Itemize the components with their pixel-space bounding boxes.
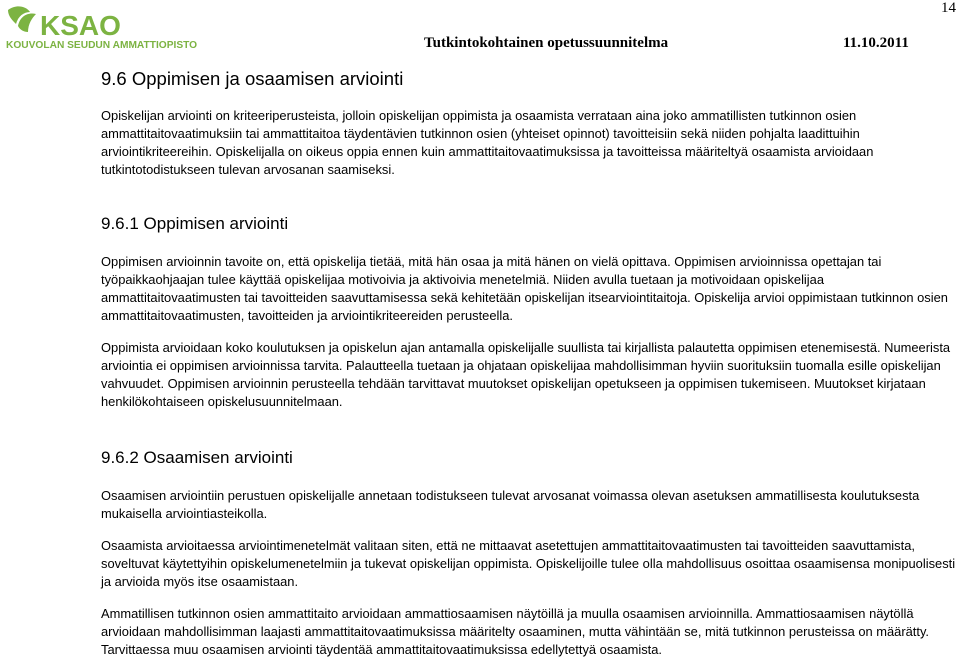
document-body (101, 66, 957, 659)
subsection-paragraph: Osaamista arvioitaessa arviointimenetelmät valitaan siten, että ne mittaavat asetettujen ammattitaitovaatimusten tai tavoitteiden saavuttamista, soveltuvat käytettyihin opiskelumenetelmiin ja tukevat opiskelijan oppimista. Opiskelijoille tulee olla mahdollisuus osoittaa osaamisensa monipuolisesti ja arvioida myös itse osaamistaan. (101, 538, 956, 589)
subsection-heading: 9.6.2 Osaamisen arviointi (101, 448, 293, 467)
subsection-paragraph: Osaamisen arviointiin perustuen opiskelijalle annetaan todistukseen tulevat arvosanat voimassa olevan asetuksen ammatillisesta koulutuksesta mukaisella arviointiasteikolla. (101, 488, 920, 521)
subsection-heading: 9.6.1 Oppimisen arviointi (101, 214, 289, 233)
section-heading: 9.6 Oppimisen ja osaamisen arviointi (101, 68, 404, 89)
document-date: 11.10.2011 (843, 35, 909, 51)
svg-text:KSAO: KSAO (40, 10, 121, 41)
section-paragraph: Opiskelijan arviointi on kriteeriperusteista, jolloin opiskelijan oppimista ja osaamista verrataan aina joko ammatillisten tutkinnon osien ammattitaitovaatimuksiin tai ammattitaitoa täydentävien tutkinnon osien (yhteiset opinnot) tavoitteisiin sekä niiden pohjalta laadittuihin arviointikriteereihin. Opiskelijalla on oikeus oppia ennen kuin ammattitaitovaatimuksissa ja tavoitteissa määriteltyä osaamista arvioidaan tutkintotodistukseen tulevan arvosanan saamiseksi. (101, 108, 874, 177)
ksao-logo-graphic (2, 2, 242, 52)
svg-text:KOUVOLAN SEUDUN AMMATTIOPISTO: KOUVOLAN SEUDUN AMMATTIOPISTO (6, 40, 198, 51)
subsection-paragraph: Ammatillisen tutkinnon osien ammattitaito arvioidaan ammattiosaamisen näytöillä ja muulla osaamisen arvioinnilla. Ammattiosaamisen näytöllä arvioidaan mahdollisimman laajasti ammattitaitovaatimuksissa määritelty osaaminen, mutta vähintään se, mitä tutkinnon perusteissa on määrätty. Tarvittaessa muu osaamisen arviointi täydentää ammattitaitovaatimuksissa edellytettyä osaamista. (101, 606, 930, 657)
subsection-paragraph: Oppimista arvioidaan koko koulutuksen ja opiskelun ajan antamalla opiskelijalle suullista tai kirjallista palautetta oppimisen etenemisestä. Numeerista arviointia ei oppimisen arvioinnissa tarvita. Palautteella tuetaan ja ohjataan opiskelijaa mahdollisimman hyviin suorituksiin tuomalla esille opiskelijan vahvuudet. Oppimisen arvioinnin perusteella tehdään tarvittavat muutokset opiskelijan opetukseen ja oppimisen tukemiseen. Muutokset kirjataan henkilökohtaiseen opiskelusuunnitelmaan. (101, 340, 951, 409)
ksao-logo (2, 2, 242, 52)
subsection-paragraph: Oppimisen arvioinnin tavoite on, että opiskelija tietää, mitä hän osaa ja mitä hänen on vielä opittava. Oppimisen arvioinnissa opettajan tai työpaikkaohjaajan tulee käyttää opiskelijaa motivoivia ja aktivoivia menetelmiä. Niiden avulla tuetaan ja motivoidaan opiskelijaa ammattitaitovaatimusten tai tavoitteiden saavuttamisessa sekä kehitetään opiskelijan itsearviointitaitoja. Opiskelija arvioi oppimistaan tutkinnon osien ammattitaitovaatimusten, tavoitteiden ja arviointikriteereiden perusteella. (101, 254, 948, 323)
page-number: 14 (941, 0, 956, 16)
document-title: Tutkintokohtainen opetussuunnitelma (424, 35, 669, 51)
